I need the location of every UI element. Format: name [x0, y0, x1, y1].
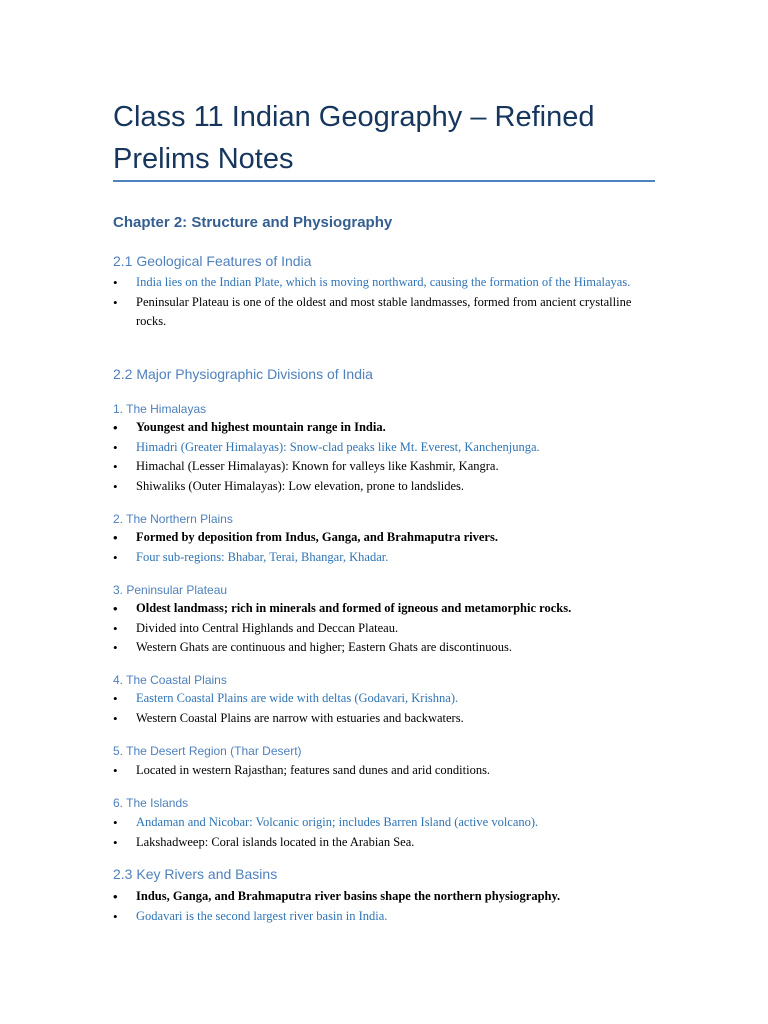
bullet-icon: • [113, 691, 118, 706]
list-item: • India lies on the Indian Plate, which is moving northward, causing the formation of the Himalayas. [113, 273, 658, 293]
document-title: Class 11 Indian Geography – Refined Prelims Notes [113, 101, 595, 175]
list-item: • Shiwaliks (Outer Himalayas): Low elevation, prone to landslides. [113, 477, 658, 497]
list-item: • Godavari is the second largest river basin in India. [113, 907, 658, 927]
list-item: • Divided into Central Highlands and Deccan Plateau. [113, 619, 658, 639]
bullet-icon: • [113, 478, 118, 494]
bullet-icon: • [113, 439, 118, 455]
list-item: • Andaman and Nicobar: Volcanic origin; includes Barren Island (active volcano). [113, 813, 658, 833]
list-himalayas [113, 418, 658, 496]
section-heading-2-3: 2.3 Key Rivers and Basins [113, 866, 278, 882]
list-item: • Himachal (Lesser Himalayas): Known for valleys like Kashmir, Kangra. [113, 457, 658, 477]
subheading-coastal-plains: 4. The Coastal Plains [113, 673, 227, 687]
bullet-icon: • [113, 459, 118, 474]
list-item: • Western Coastal Plains are narrow with estuaries and backwaters. [113, 709, 658, 729]
list-peninsular-plateau [113, 599, 658, 658]
section-heading-2-1: 2.1 Geological Features of India [113, 253, 312, 269]
list-northern-plains [113, 528, 658, 567]
list-item: • Formed by deposition from Indus, Ganga, and Brahmaputra rivers. [113, 528, 658, 548]
bullet-icon: • [113, 640, 118, 655]
section-heading-2-2: 2.2 Major Physiographic Divisions of India [113, 366, 373, 382]
bullet-icon: • [113, 889, 118, 904]
list-desert-region [113, 761, 658, 781]
list-islands [113, 813, 658, 852]
subheading-northern-plains: 2. The Northern Plains [113, 512, 233, 526]
list-item: • Youngest and highest mountain range in India. [113, 418, 658, 438]
bullet-icon: • [113, 549, 118, 565]
subheading-himalayas: 1. The Himalayas [113, 402, 207, 416]
list-2-1 [113, 273, 658, 332]
bullet-icon: • [113, 710, 118, 726]
list-item: • Four sub-regions: Bhabar, Terai, Bhangar, Khadar. [113, 548, 658, 568]
bullet-icon: • [113, 908, 118, 924]
list-item: • Oldest landmass; rich in minerals and formed of igneous and metamorphic rocks. [113, 599, 658, 619]
list-item: • Himadri (Greater Himalayas): Snow-clad peaks like Mt. Everest, Kanchenjunga. [113, 438, 658, 458]
bullet-icon: • [113, 763, 118, 778]
subheading-islands: 6. The Islands [113, 796, 189, 810]
list-item: • Indus, Ganga, and Brahmaputra river basins shape the northern physiography. [113, 887, 658, 907]
list-item: • Eastern Coastal Plains are wide with deltas (Godavari, Krishna). [113, 689, 658, 709]
list-item: • Lakshadweep: Coral islands located in the Arabian Sea. [113, 833, 658, 853]
list-item: • Western Ghats are continuous and higher; Eastern Ghats are discontinuous. [113, 638, 658, 658]
chapter-heading: Chapter 2: Structure and Physiography [113, 214, 393, 231]
list-2-3 [113, 887, 658, 926]
bullet-icon: • [113, 815, 118, 830]
title-underline [113, 180, 655, 182]
bullet-icon: • [113, 620, 118, 636]
bullet-icon: • [113, 834, 118, 850]
bullet-icon: • [113, 275, 118, 290]
bullet-icon: • [113, 601, 118, 616]
bullet-icon: • [113, 294, 118, 310]
bullet-icon: • [113, 420, 118, 435]
list-coastal-plains [113, 689, 658, 728]
subheading-desert-region: 5. The Desert Region (Thar Desert) [113, 744, 302, 758]
subheading-peninsular-plateau: 3. Peninsular Plateau [113, 583, 228, 597]
list-item: • Located in western Rajasthan; features sand dunes and arid conditions. [113, 761, 658, 781]
bullet-icon: • [113, 530, 118, 545]
list-item: • Peninsular Plateau is one of the oldest and most stable landmasses, formed from ancient crystalline rocks. [113, 294, 632, 328]
